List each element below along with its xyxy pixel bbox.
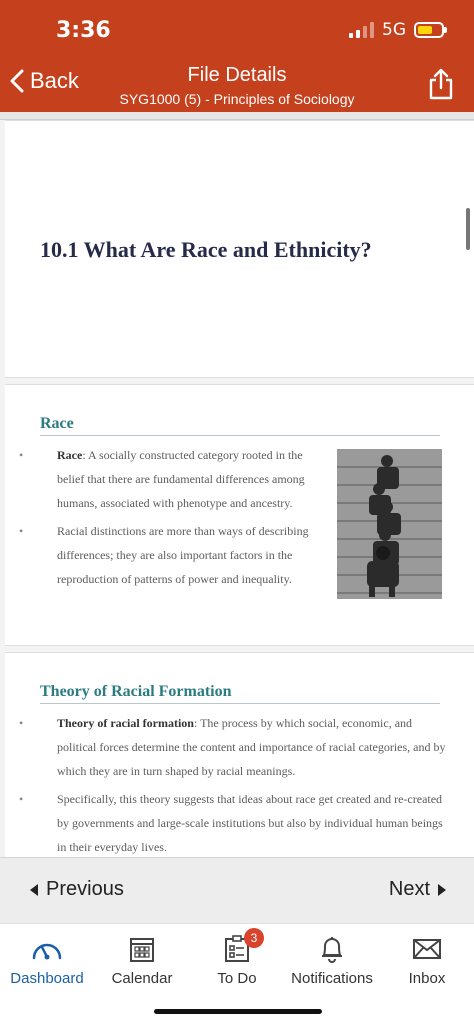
section-title-race: Race (40, 415, 74, 432)
next-label: Next (388, 878, 430, 900)
section-title-theory: Theory of Racial Formation (40, 683, 232, 700)
triangle-left-icon (30, 884, 38, 896)
tab-todo[interactable] (190, 931, 284, 987)
chevron-left-icon (10, 69, 24, 93)
dashboard-icon (31, 936, 63, 962)
share-icon (428, 68, 454, 100)
tab-label: Calendar (111, 970, 173, 987)
bullet-item (19, 711, 449, 783)
photo-illustration (337, 449, 442, 599)
signal-icon (349, 22, 374, 38)
slide-race (5, 384, 474, 646)
triangle-right-icon (438, 884, 446, 896)
tab-label: To Do (217, 970, 257, 987)
tab-label: Inbox (408, 970, 446, 987)
section-divider (40, 703, 440, 704)
inbox-icon (412, 938, 442, 960)
bullet-item (19, 519, 319, 591)
tab-label: Dashboard (10, 970, 84, 987)
document-top-edge (0, 112, 474, 120)
next-button[interactable] (389, 878, 446, 901)
tab-notifications[interactable] (285, 934, 379, 987)
section-divider (40, 435, 440, 436)
todo-badge: 3 (244, 928, 264, 948)
status-indicators (349, 20, 444, 40)
back-label: Back (30, 68, 79, 93)
bullet-text: Specifically, this theory suggests that ideas about race get created and re-created by governments and large-scale institutions but also by individual human beings in their everyday lives. (57, 792, 443, 854)
back-button[interactable] (10, 68, 79, 94)
status-time: 3:36 (56, 18, 111, 43)
title-block (100, 64, 374, 107)
battery-icon (414, 22, 444, 38)
bullet-text: : The process by which social, economic, and political forces determine the content and importance of racial categories, and by which they are in turn shaped by racial meanings. (57, 716, 446, 778)
network-type: 5G (382, 20, 406, 40)
group-photo-image (337, 449, 442, 599)
slide-heading: 10.1 What Are Race and Ethnicity? (40, 237, 372, 262)
theory-bullets (19, 711, 449, 857)
tab-inbox[interactable] (380, 934, 474, 987)
bullet-text: Racial distinctions are more than ways of describing differences; they are also important factors in the reproduction of patterns of power and inequality. (57, 524, 309, 586)
tab-calendar[interactable] (95, 934, 189, 987)
bullet-term: Race (57, 448, 83, 462)
calendar-icon (129, 935, 155, 963)
tab-dashboard[interactable] (0, 934, 94, 987)
scrollbar-thumb[interactable] (466, 208, 470, 250)
app-header (0, 0, 474, 112)
previous-label: Previous (46, 878, 124, 900)
document-viewer[interactable] (0, 112, 474, 857)
bell-icon (319, 935, 345, 963)
slide-title (5, 120, 474, 378)
tab-label: Notifications (291, 970, 373, 987)
previous-button[interactable] (30, 878, 124, 901)
bullet-term: Theory of racial formation (57, 716, 194, 730)
race-bullets (19, 443, 319, 595)
bullet-text: : A socially constructed category rooted in the belief that there are fundamental differences among humans, associated with phenotype and ancestry. (57, 448, 305, 510)
course-subtitle: SYG1000 (5) - Principles of Sociology (119, 91, 355, 107)
pager-bar (0, 857, 474, 923)
share-button[interactable] (428, 68, 454, 105)
home-indicator[interactable] (154, 1009, 322, 1014)
page-title: File Details (187, 64, 287, 86)
bullet-item (19, 443, 319, 515)
slide-theory (5, 652, 474, 857)
bullet-item (19, 787, 449, 857)
